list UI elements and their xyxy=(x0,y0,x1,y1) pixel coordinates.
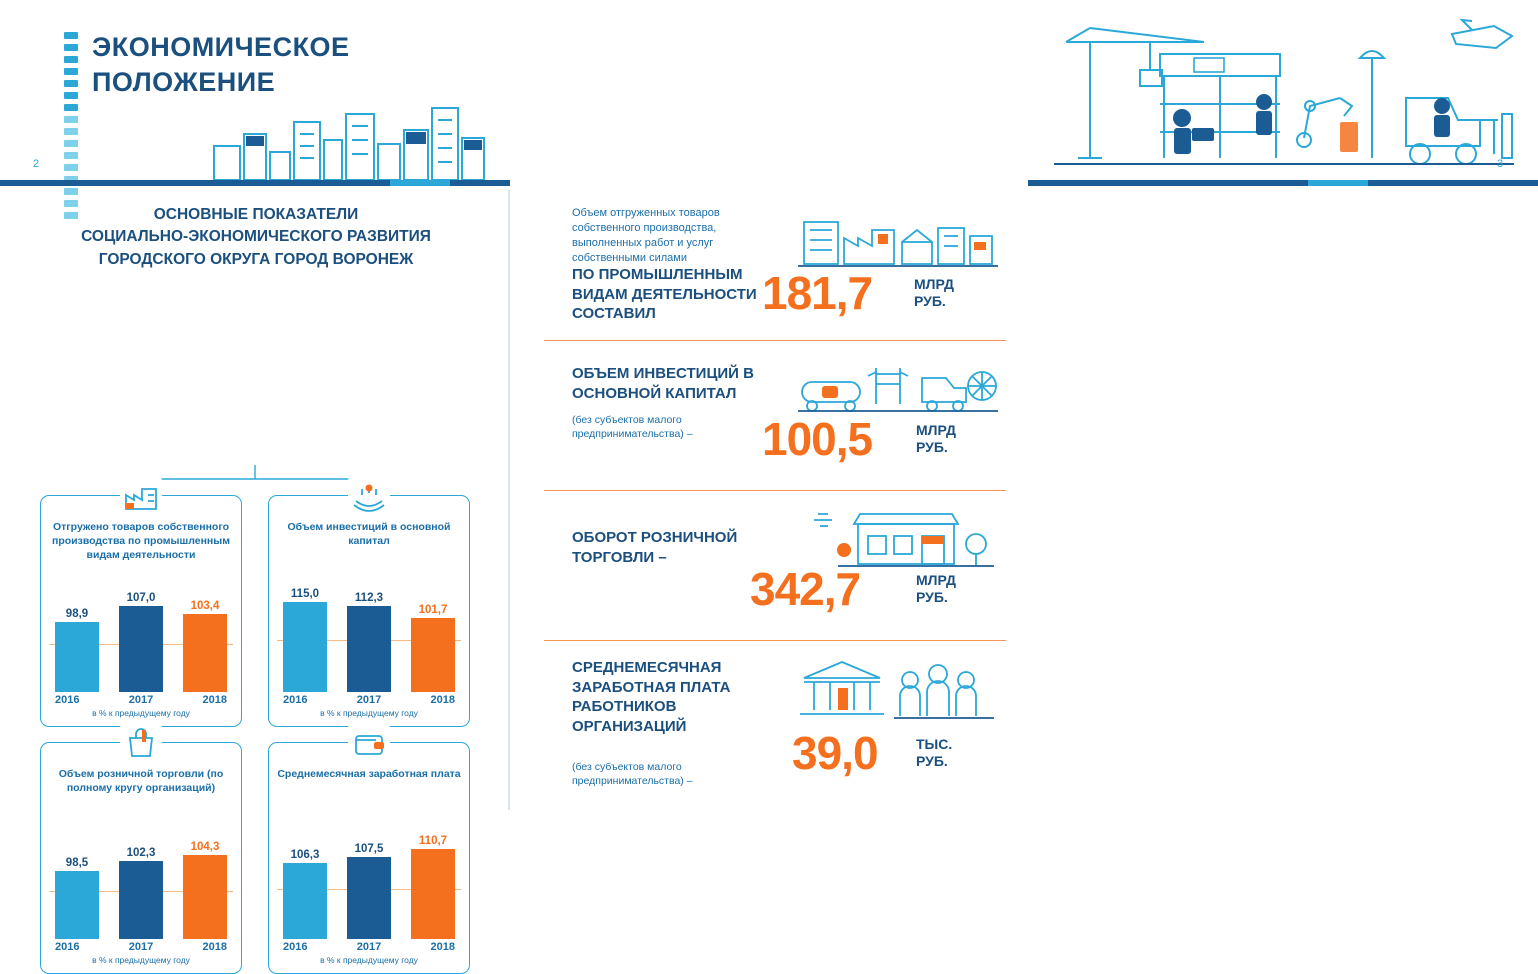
header-right xyxy=(514,0,1504,190)
bar-value-2017: 112,3 xyxy=(354,592,384,604)
industry-tank-icon xyxy=(798,354,998,414)
header-rule-left-3 xyxy=(450,180,510,186)
x-label-2018: 2018 xyxy=(202,941,227,953)
bar-2017 xyxy=(347,606,391,692)
bar-value-2018: 103,4 xyxy=(190,600,220,612)
header-rule-left-1 xyxy=(0,180,390,186)
page-title xyxy=(92,30,492,100)
bar-group-2018 xyxy=(411,829,455,939)
bar-group-2016 xyxy=(283,829,327,939)
left-panel-title-line-2: СОЦИАЛЬНО-ЭКОНОМИЧЕСКОГО РАЗВИТИЯ xyxy=(81,228,431,246)
bar-value-2016: 98,5 xyxy=(65,857,89,869)
indicator-card-2-chart xyxy=(277,582,461,692)
stat-row-3[interactable] xyxy=(544,490,1006,640)
stat-row-3-unit-line-2: РУБ. xyxy=(916,588,948,605)
bar-value-2017: 102,3 xyxy=(126,847,156,859)
bar-value-2017: 107,5 xyxy=(354,843,384,855)
bar-value-2018: 110,7 xyxy=(418,835,448,847)
bar-group-2016 xyxy=(283,582,327,692)
indicator-card-2-x-labels xyxy=(283,694,455,706)
bar-2017 xyxy=(119,606,163,692)
right-panel xyxy=(514,190,1024,825)
x-label-2018: 2018 xyxy=(430,941,455,953)
stat-row-3-value: 342,7 xyxy=(750,563,861,615)
stat-row-4-value: 39,0 xyxy=(792,727,878,779)
indicator-card-3-footnote: в % к предыдущему году xyxy=(92,955,190,965)
stat-row-2-unit-line-2: РУБ. xyxy=(916,438,948,455)
bar-value-2018: 104,3 xyxy=(190,841,220,853)
x-label-2016: 2016 xyxy=(55,941,80,953)
stat-row-4-strong: СРЕДНЕМЕСЯЧНАЯ ЗАРАБОТНАЯ ПЛАТА РАБОТНИКОВ ОРГАНИЗАЦИЙ xyxy=(572,659,731,735)
bar-group-2017 xyxy=(347,582,391,692)
left-panel xyxy=(0,190,512,965)
city-skyline-icon xyxy=(210,100,500,182)
store-icon xyxy=(798,504,998,570)
stat-row-1-lead: Объем отгруженных товаров собственного производства, выполненных работ и услуг собственными силами xyxy=(572,207,720,264)
bar-group-2018 xyxy=(411,582,455,692)
x-label-2018: 2018 xyxy=(430,694,455,706)
bar-value-2018: 101,7 xyxy=(418,604,448,616)
stat-row-3-divider xyxy=(544,490,1006,491)
bar-value-2016: 115,0 xyxy=(290,588,320,600)
indicator-card-2-footnote: в % к предыдущему году xyxy=(320,708,418,718)
indicator-card-3[interactable] xyxy=(40,742,242,974)
bar-group-2017 xyxy=(119,582,163,692)
stat-row-4-note: (без субъектов малого предпринимательства) – xyxy=(572,761,693,788)
x-label-2016: 2016 xyxy=(55,694,80,706)
indicator-card-4[interactable] xyxy=(268,742,470,974)
x-label-2016: 2016 xyxy=(283,694,308,706)
hand-coins-icon xyxy=(348,475,390,517)
indicator-card-3-chart xyxy=(49,829,233,939)
x-label-2017: 2017 xyxy=(356,694,382,706)
stat-row-2-strong: ОБЪЕМ ИНВЕСТИЦИЙ В ОСНОВНОЙ КАПИТАЛ xyxy=(572,365,754,402)
page-title-line-2: ПОЛОЖЕНИЕ xyxy=(92,67,276,98)
header-rule-left-2 xyxy=(390,180,450,186)
left-panel-title-line-3: ГОРОДСКОГО ОКРУГА ГОРОД ВОРОНЕЖ xyxy=(98,250,414,268)
shopping-bag-icon xyxy=(120,722,162,764)
indicator-card-4-caption: Среднемесячная заработная плата xyxy=(277,768,461,780)
indicator-card-1-chart xyxy=(49,582,233,692)
indicator-card-1-caption: Отгружено товаров собственного производства по промышленным видам деятельности xyxy=(52,521,230,562)
x-label-2018: 2018 xyxy=(202,694,227,706)
page-header xyxy=(0,0,1504,190)
left-panel-title-line-1: ОСНОВНЫЕ ПОКАЗАТЕЛИ xyxy=(153,206,359,223)
bar-group-2017 xyxy=(119,829,163,939)
bar-value-2016: 106,3 xyxy=(290,849,320,861)
bar-2018 xyxy=(183,614,227,692)
bar-2018 xyxy=(411,618,455,692)
factory-icon xyxy=(120,475,162,517)
factory-plant-icon xyxy=(798,208,998,268)
page-number-left: 2 xyxy=(33,158,40,170)
stat-row-1[interactable] xyxy=(544,200,1006,350)
stat-row-1-strong: ПО ПРОМЫШЛЕННЫМ ВИДАМ ДЕЯТЕЛЬНОСТИ СОСТАВИЛ xyxy=(572,266,757,323)
header-rule-right-3 xyxy=(1368,180,1538,186)
bar-2016 xyxy=(55,622,99,692)
indicator-card-1-footnote: в % к предыдущему году xyxy=(92,708,190,718)
bar-2018 xyxy=(411,849,455,939)
header-left xyxy=(0,0,510,190)
page-number-right: 3 xyxy=(1497,158,1504,170)
indicator-card-4-chart xyxy=(277,829,461,939)
stat-row-1-value: 181,7 xyxy=(762,267,873,319)
x-label-2017: 2017 xyxy=(128,941,154,953)
stat-row-4[interactable] xyxy=(544,640,1006,810)
bar-2016 xyxy=(283,602,327,692)
bar-2017 xyxy=(347,857,391,939)
bar-group-2016 xyxy=(55,829,99,939)
indicator-card-2-caption: Объем инвестиций в основной капитал xyxy=(287,521,451,548)
stat-row-4-unit-line-2: РУБ. xyxy=(916,752,948,769)
bar-2018 xyxy=(183,855,227,939)
bar-value-2017: 107,0 xyxy=(126,592,156,604)
bank-people-icon xyxy=(798,654,998,726)
stat-row-2-unit-line-1: МЛРД xyxy=(916,422,956,438)
indicator-card-4-footnote: в % к предыдущему году xyxy=(320,955,418,965)
stat-row-2-value: 100,5 xyxy=(762,413,873,465)
stat-row-4-divider xyxy=(544,640,1006,641)
stat-row-4-unit-line-1: ТЫС. xyxy=(916,736,953,752)
indicator-card-1[interactable] xyxy=(40,495,242,727)
stat-row-1-unit-line-2: РУБ. xyxy=(914,292,946,309)
wallet-icon xyxy=(348,722,390,764)
stat-row-3-unit-line-1: МЛРД xyxy=(916,572,956,588)
bar-group-2017 xyxy=(347,829,391,939)
bar-2017 xyxy=(119,861,163,939)
indicator-card-2[interactable] xyxy=(268,495,470,727)
indicator-card-1-x-labels xyxy=(55,694,227,706)
bar-group-2018 xyxy=(183,829,227,939)
x-label-2017: 2017 xyxy=(128,694,154,706)
stat-row-3-strong: ОБОРОТ РОЗНИЧНОЙ ТОРГОВЛИ – xyxy=(572,529,738,566)
stat-row-2-divider xyxy=(544,340,1006,341)
industry-scene-illustration xyxy=(1054,18,1514,173)
x-label-2016: 2016 xyxy=(283,941,308,953)
left-panel-title xyxy=(0,204,512,271)
x-label-2017: 2017 xyxy=(356,941,382,953)
header-rule-right-1 xyxy=(1028,180,1308,186)
bar-2016 xyxy=(55,871,99,939)
stat-row-2-note: (без субъектов малого предпринимательства) – xyxy=(572,414,693,441)
indicator-card-3-x-labels xyxy=(55,941,227,953)
page-title-line-1: ЭКОНОМИЧЕСКОЕ xyxy=(92,32,350,62)
bar-value-2016: 98,9 xyxy=(65,608,89,620)
bar-group-2018 xyxy=(183,582,227,692)
indicator-card-3-caption: Объем розничной торговли (по полному кругу организаций) xyxy=(58,768,224,795)
stat-row-1-unit-line-1: МЛРД xyxy=(914,276,954,292)
stat-row-2[interactable] xyxy=(544,340,1006,490)
indicator-card-4-x-labels xyxy=(283,941,455,953)
bar-2016 xyxy=(283,863,327,939)
bar-group-2016 xyxy=(55,582,99,692)
header-rule-right-2 xyxy=(1308,180,1368,186)
